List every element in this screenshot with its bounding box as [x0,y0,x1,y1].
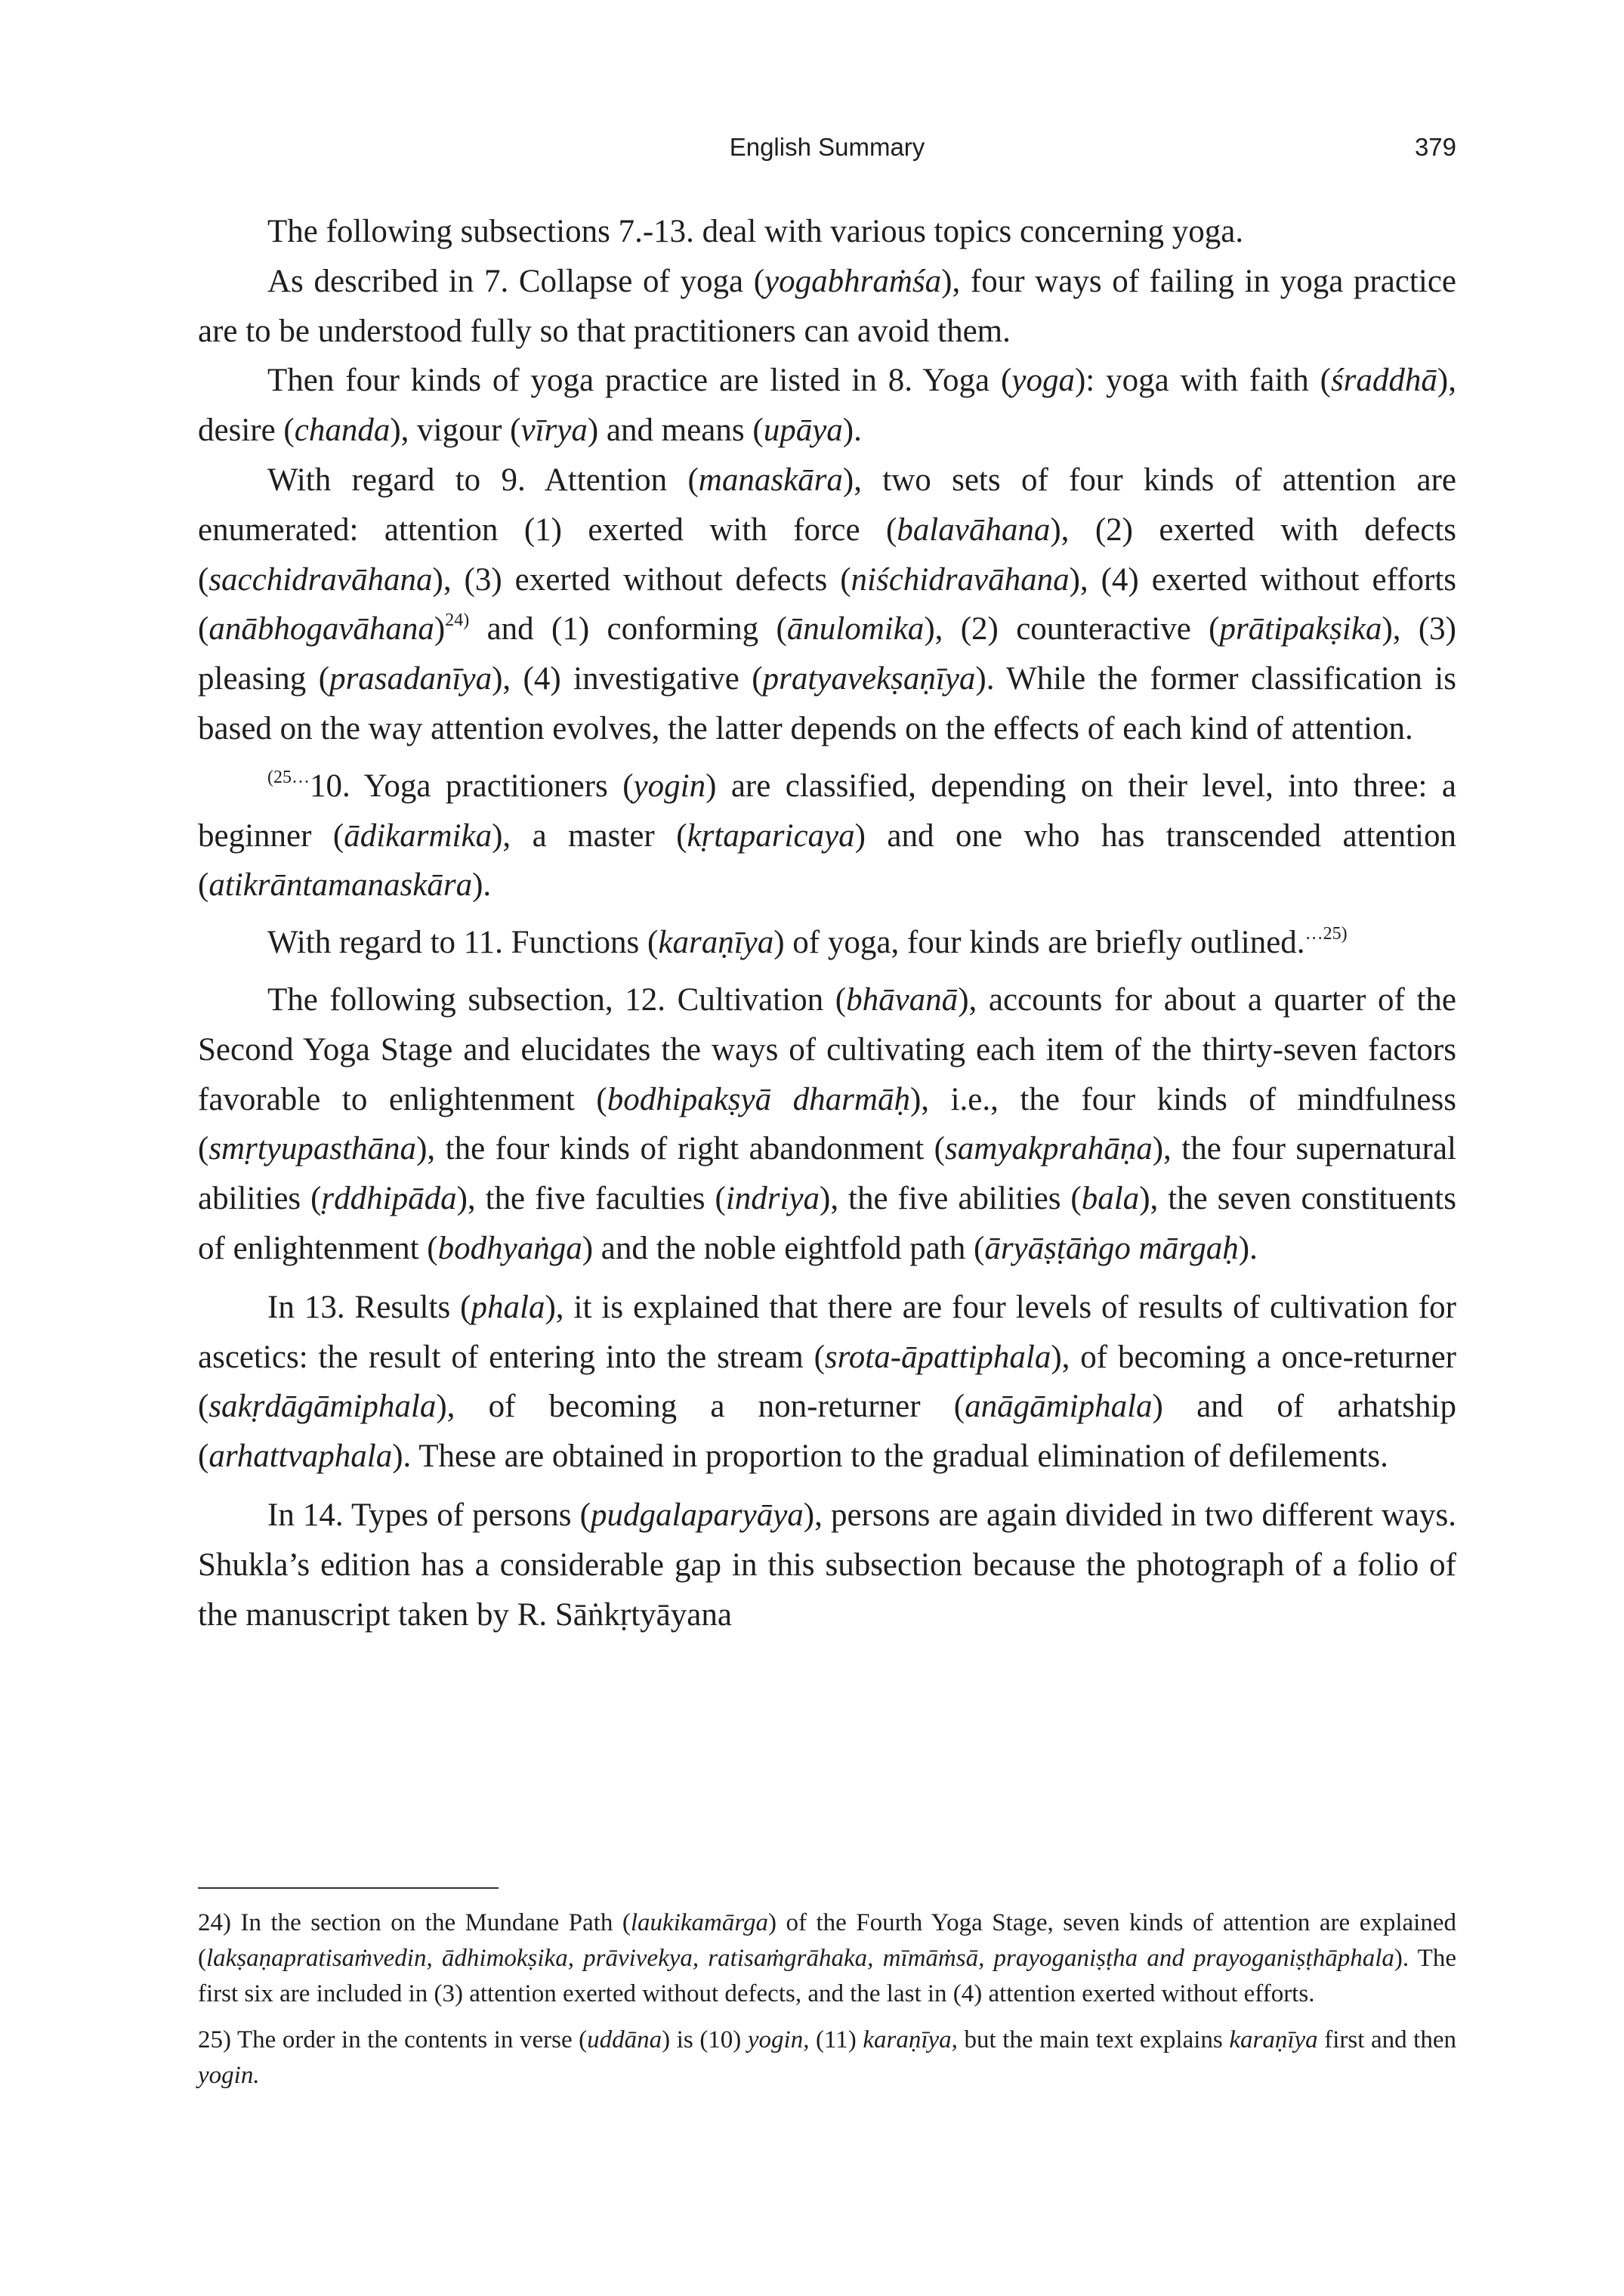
term: prātipakṣika [1219,611,1382,647]
text-run: ), (4) investigative ( [492,661,763,697]
term: śraddhā [1330,363,1437,399]
term: niśchidravāhana [851,561,1070,598]
text-run: 25) The order in the contents in verse ( [198,2026,588,2053]
text-run: first and then [1317,2026,1456,2053]
text-run: With regard to 11. Functions ( [267,925,659,961]
text-run: ) of the Fourth Yoga Stage, seven kinds of attention are explained ( [198,1909,1456,1972]
term: bala [1081,1181,1140,1217]
term: bodhyaṅga [437,1230,582,1266]
term: upāya [763,413,843,449]
footnote-ref-24[interactable]: 24) [445,610,470,631]
term: samyakprahāṇa [945,1131,1153,1167]
text-run: ), desire ( [198,363,1456,449]
term: karaṇīya [658,925,774,961]
term: yogin. [198,2062,260,2089]
footnote-25 [198,2023,1456,2094]
text-run: ). [842,413,862,449]
term: vīrya [520,413,588,449]
term: uddāna [587,2026,662,2053]
text-run: ), (3) pleasing ( [198,611,1456,697]
text-run: ): yoga with faith ( [1074,363,1331,399]
text-run: (11) [809,2026,863,2053]
term: phala [471,1289,545,1325]
paragraph-8 [198,1283,1456,1482]
text-run: ) and means ( [587,413,764,449]
text-run: ), vigour ( [390,413,521,449]
term: bhāvanā [846,981,959,1018]
running-title: English Summary [729,133,925,161]
text-run: 10. Yoga practitioners ( [310,768,634,804]
text-run: ), it is explained that there are four levels of results of cultivation for ascetics: the result of entering into the stream ( [198,1289,1456,1375]
text-run: ) and one who has transcended attention ( [198,817,1456,904]
term: sacchidravāhana [208,561,433,598]
paragraph-7 [198,975,1456,1274]
text-run: ), four ways of failing in yoga practice are to be understood fully so that practitioners can avoid them. [198,263,1456,349]
term: karaṇīya, [863,2026,958,2053]
term: pudgalaparyāya [590,1497,804,1533]
term: arhattvaphala [208,1438,393,1475]
term: chanda [294,413,391,449]
text-run: ). [1238,1230,1258,1266]
term: yogin [633,768,706,804]
term: yoga [1011,363,1075,399]
footnote-range-start: (25… [267,767,310,787]
text-run: The following subsections 7.-13. deal with various topics concerning yoga. [267,214,1244,249]
text-run: ). These are obtained in proportion to the gradual elimination of defilements. [392,1438,1388,1475]
text-run: As described in 7. Collapse of yoga ( [267,263,765,299]
term: manaskāra [698,462,843,498]
text-run: ) and of arhatship ( [198,1389,1456,1475]
text-run: ). [472,867,492,904]
text-run: ). While the former classification is based on the way attention evolves, the latter depends on the effects of each kind of attention. [198,661,1456,746]
text-run: Then four kinds of yoga practice are listed in 8. Yoga ( [267,363,1012,399]
text-run: ), the seven constituents of enlightenment ( [198,1181,1456,1266]
term: kṛtaparicaya [687,817,855,854]
text-run: ), (2) exerted with defects ( [198,511,1457,598]
text-run: In 13. Results ( [267,1289,471,1325]
text-run: ), of becoming a non-returner ( [436,1389,965,1425]
text-run: The following subsection, 12. Cultivation ( [267,981,847,1018]
term: anāgāmiphala [965,1389,1153,1425]
term: lakṣaṇapratisaṁvedin, ādhimokṣika, prāvivekya, ratisaṁgrāhaka, mīmāṁsā, prayoganiṣṭha and prayoganiṣṭhāphala [206,1945,1394,1972]
text-run: ), (2) counteractive ( [924,611,1220,647]
text-run: 24) In the section on the Mundane Path ( [198,1909,631,1936]
text-run: but the main text explains [957,2026,1230,2053]
term: pratyavekṣaṇīya [762,661,976,697]
paragraph-1 [198,207,1456,257]
text-run: ), accounts for about a quarter of the Second Yoga Stage and elucidates the ways of cultivating each item of the thirty-seven factors favorable to enlightenment ( [198,981,1456,1117]
text-run: ), (4) exerted without efforts ( [198,561,1457,647]
term: ādikarmika [344,817,492,854]
paragraph-4 [198,456,1456,754]
term: bodhipakṣyā dharmāḥ [607,1081,910,1117]
footnotes [198,1905,1456,2104]
paragraph-2 [198,257,1456,357]
text-run: In 14. Types of persons ( [267,1497,591,1533]
text-run: ), i.e., the four kinds of mindfulness ( [198,1081,1456,1167]
term: atikrāntamanaskāra [208,867,473,904]
paragraph-9 [198,1491,1456,1639]
footnote-24 [198,1905,1456,2012]
term: srota-āpattiphala [824,1339,1051,1375]
text-run: ), the five abilities ( [820,1181,1082,1217]
term: ānulomika [786,611,925,647]
text-run: ), the five faculties ( [456,1181,726,1217]
text-run: ), persons are again divided in two different ways. Shukla’s edition has a considerable gap in this subsection because the photograph of a folio of the manuscript taken by R. Sāṅkṛtyāyana [198,1497,1457,1633]
text-run: ), the four kinds of right abandonment ( [416,1131,946,1167]
term: smṛtyupasthāna [208,1131,417,1167]
text-run: ), of becoming a once-returner ( [198,1339,1457,1425]
footnote-ref-25[interactable]: …25) [1304,924,1348,944]
text-run: ) is (10) [662,2026,748,2053]
term: anābhogavāhana [208,611,434,647]
running-header [198,133,1456,171]
text-run: With regard to 9. Attention ( [267,462,699,498]
page-number: 379 [1414,133,1456,161]
term: yogin, [747,2026,810,2053]
text-run: ), (3) exerted without defects ( [432,561,851,598]
paragraph-6 [198,918,1456,968]
term: laukikamārga [630,1909,768,1936]
paragraph-5 [198,762,1456,910]
term: āryāṣṭāṅgo mārgaḥ [984,1230,1239,1266]
term: prasadanīya [329,661,492,697]
text-run: ). The first six are included in (3) attention exerted without defects, and the last in (4) attention exerted without efforts. [198,1945,1456,2007]
text-run: ) of yoga, four kinds are briefly outlined. [773,925,1305,961]
footnote-divider [198,1887,499,1889]
term: sakṛdāgāmiphala [208,1389,437,1425]
text-run: ), the four supernatural abilities ( [198,1131,1456,1217]
term: balavāhana [897,511,1051,548]
term: ṛddhipāda [321,1181,457,1217]
text-run: ) [434,611,446,647]
text-run: ) are classified, depending on their level, into three: a beginner ( [198,768,1456,854]
text-run: ), two sets of four kinds of attention are enumerated: attention (1) exerted with force ( [198,462,1456,548]
term: yogabhraṁśa [764,263,942,299]
main-text [198,207,1456,1639]
text-run: ) and the noble eightfold path ( [582,1230,985,1266]
term: karaṇīya [1229,2026,1318,2053]
paragraph-3 [198,356,1456,456]
term: indriya [725,1181,820,1217]
text-run: ), a master ( [492,817,687,854]
text-run: and (1) conforming ( [469,611,787,647]
